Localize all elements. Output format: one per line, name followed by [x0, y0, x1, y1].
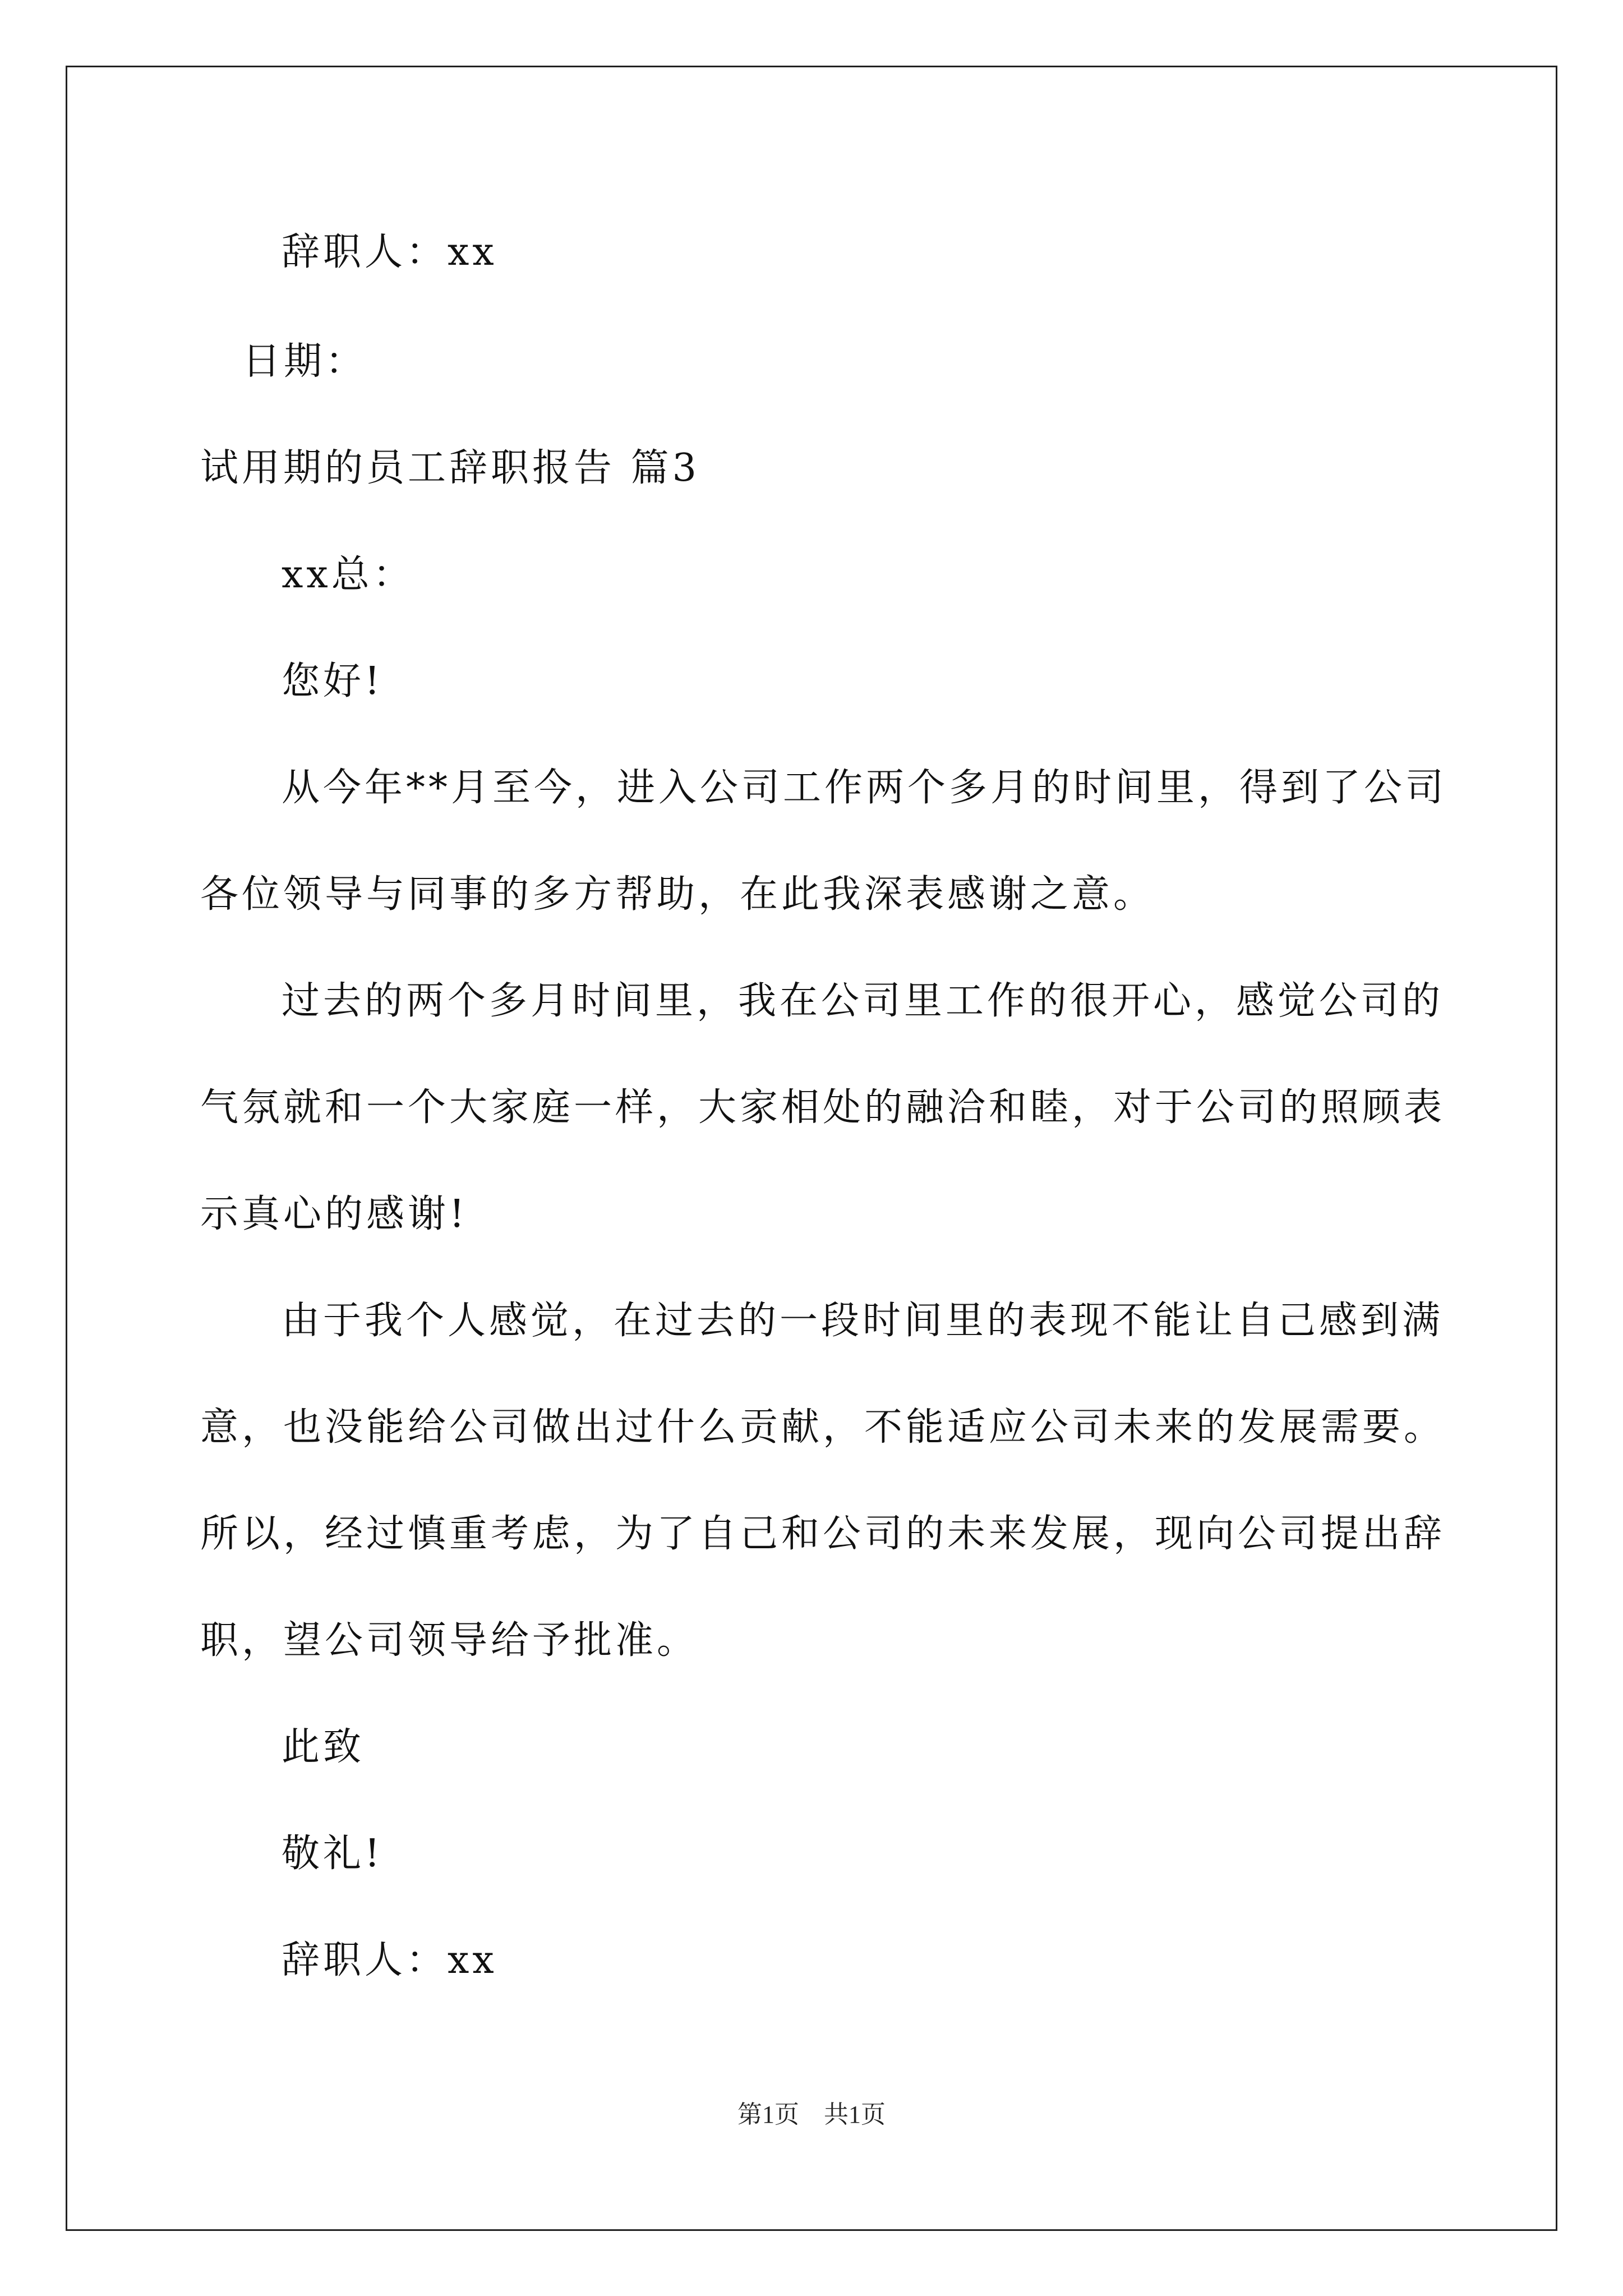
- paragraph-line: 过去的两个多月时间里，我在公司里工作的很开心，感觉公司的: [282, 979, 1444, 1023]
- page-footer: 第1页 共1页: [737, 2101, 886, 2128]
- date-line: 日期：: [242, 339, 367, 384]
- paragraph-line: 职，望公司领导给予批准。: [200, 1618, 699, 1663]
- paragraph-line: 由于我个人感觉，在过去的一段时间里的表现不能让自己感到满: [282, 1299, 1444, 1343]
- signature-line: 辞职人：xx: [282, 230, 497, 274]
- paragraph-line: 所以，经过慎重考虑，为了自己和公司的未来发展，现向公司提出辞: [200, 1512, 1446, 1556]
- paragraph-line: 从今年**月至今，进入公司工作两个多月的时间里，得到了公司: [282, 766, 1447, 810]
- section-heading: 试用期的员工辞职报告 篇3: [200, 446, 700, 490]
- paragraph-line: 示真心的感谢!: [200, 1192, 468, 1236]
- signature-line: 辞职人：xx: [282, 1938, 497, 1982]
- page-border: [66, 66, 1557, 2231]
- closing-regards: 敬礼!: [282, 1832, 384, 1876]
- paragraph-line: 气氛就和一个大家庭一样，大家相处的融洽和睦，对于公司的照顾表: [200, 1085, 1446, 1130]
- greeting: 您好!: [282, 659, 384, 703]
- closing-line: 此致: [282, 1725, 365, 1769]
- paragraph-line: 意，也没能给公司做出过什么贡献，不能适应公司未来的发展需要。: [200, 1405, 1446, 1450]
- salutation: xx总：: [282, 553, 414, 597]
- paragraph-line: 各位领导与同事的多方帮助，在此我深表感谢之意。: [200, 872, 1155, 917]
